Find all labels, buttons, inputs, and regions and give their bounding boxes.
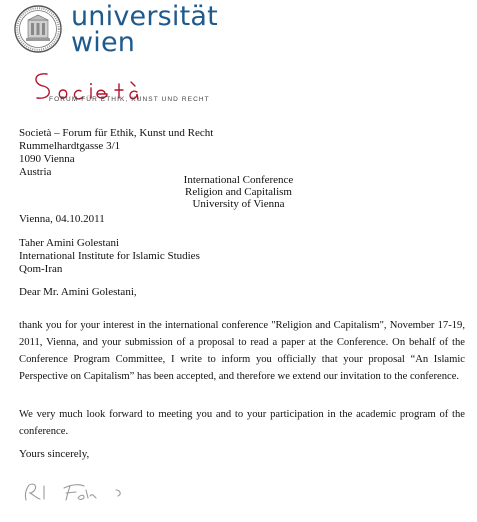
societa-logo bbox=[27, 64, 177, 110]
sender-name: Società – Forum für Ethik, Kunst und Recht bbox=[19, 127, 214, 139]
conference-line-3: University of Vienna bbox=[192, 198, 285, 210]
recipient-institution: International Institute for Islamic Studies bbox=[19, 250, 200, 262]
closing: Yours sincerely, bbox=[19, 448, 90, 460]
body-paragraph-2: We very much look forward to meeting you and to your participation in the academic program of the conference. bbox=[19, 409, 465, 437]
societa-subtitle: FORUM FÜR ETHIK, KUNST UND RECHT bbox=[49, 96, 210, 103]
salutation: Dear Mr. Amini Golestani, bbox=[19, 286, 137, 298]
sender-street: Rummelhardtgasse 3/1 bbox=[19, 140, 121, 152]
sender-city: 1090 Vienna bbox=[19, 153, 75, 165]
university-wordmark-line2: wien bbox=[71, 27, 136, 58]
conference-heading bbox=[0, 174, 477, 210]
university-wordmark-line1: universität bbox=[71, 1, 218, 32]
letter-date: Vienna, 04.10.2011 bbox=[19, 213, 105, 225]
recipient-location: Qom-Iran bbox=[19, 263, 63, 275]
university-seal-logo bbox=[14, 5, 62, 53]
sender-country: Austria bbox=[19, 166, 52, 178]
recipient-name: Taher Amini Golestani bbox=[19, 237, 120, 249]
body-paragraph-1: thank you for your interest in the international conference "Religion and Capitalism", November 17-19, 2011, Vienna, and your submission of a proposal to read a paper at the Conference. On behalf of the Conference Program Committee, I write to inform you officially that your proposal “An Islamic Perspective on Capitalism” has been accepted, and therefore we extend our invitation to the conference. bbox=[19, 320, 465, 382]
conference-line-1: International Conference bbox=[183, 174, 294, 186]
conference-line-2: Religion and Capitalism bbox=[185, 186, 292, 198]
signature bbox=[20, 478, 135, 504]
university-wordmark bbox=[71, 1, 218, 58]
